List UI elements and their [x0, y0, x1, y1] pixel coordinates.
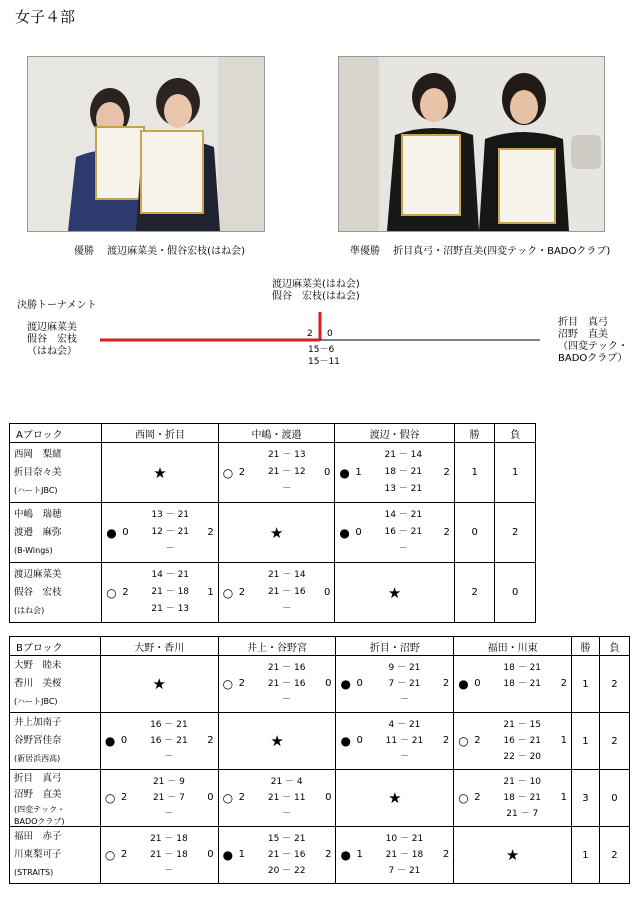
wins-count: 0 — [454, 503, 495, 563]
star-icon: ★ — [270, 732, 284, 750]
win-mark-icon: ○ — [458, 734, 469, 748]
table-row — [10, 827, 630, 884]
table-row — [10, 770, 630, 827]
win-mark-icon: ○ — [222, 791, 234, 805]
player-names — [10, 563, 102, 623]
games-won: 2 — [238, 678, 246, 689]
self-cell — [102, 443, 219, 503]
games-lost: 1 — [560, 792, 568, 803]
player-names — [10, 656, 101, 713]
loss-mark-icon: ● — [340, 848, 351, 862]
game-score: － — [282, 809, 292, 819]
champion-name-1: 渡辺麻菜美(はね会) — [272, 279, 360, 290]
match-cell — [218, 827, 336, 884]
column-header: 負 — [599, 637, 629, 656]
games-lost: 0 — [207, 792, 214, 803]
game-score: 18 － 21 — [503, 793, 542, 803]
game-score: － — [164, 866, 174, 876]
games-lost: 2 — [443, 466, 450, 478]
wins-count: 1 — [572, 713, 600, 770]
column-header: 渡辺・假谷 — [335, 424, 455, 443]
player-name: 折目奈々美 — [14, 466, 62, 478]
game-score: － — [165, 544, 175, 554]
game-score: 9 － 21 — [388, 663, 421, 673]
self-cell — [218, 503, 335, 563]
column-header: 西岡・折目 — [102, 424, 219, 443]
match-cell — [102, 503, 219, 563]
match-cell — [218, 770, 336, 827]
club-name: (STRAITS) — [14, 868, 54, 877]
wins-count: 2 — [454, 563, 495, 623]
wins-count: 1 — [454, 443, 495, 503]
table-row — [10, 656, 630, 713]
loss-mark-icon: ● — [106, 525, 117, 540]
match-cell — [100, 770, 218, 827]
final-score-left: 2 — [307, 329, 313, 339]
game-score: 21 － 11 — [267, 793, 306, 803]
win-mark-icon: ○ — [104, 791, 116, 805]
game-score: 4 － 21 — [388, 720, 421, 730]
games-won: 1 — [355, 466, 362, 478]
game-score: 18 － 21 — [503, 679, 542, 689]
win-mark-icon: ○ — [222, 465, 234, 480]
games-lost: 2 — [443, 526, 450, 538]
game-score: 21 － 18 — [150, 834, 188, 844]
match-cell — [336, 656, 454, 713]
games-won: 2 — [120, 849, 128, 860]
star-icon: ★ — [153, 463, 167, 482]
block-b-table — [9, 636, 630, 884]
runnerup-photo — [338, 56, 605, 232]
table-row — [10, 443, 536, 503]
star-icon: ★ — [152, 675, 166, 693]
game-score: 21 － 15 — [503, 720, 542, 730]
winner-photo — [27, 56, 265, 232]
game-score: 16 － 21 — [150, 720, 188, 730]
final-right-name-2: 沼野 直美 — [558, 329, 608, 340]
games-lost: 2 — [207, 526, 214, 538]
wins-count: 3 — [572, 770, 600, 827]
game-score: 21 － 9 — [152, 777, 185, 787]
final-game-1: 15－6 — [308, 345, 335, 355]
games-won: 2 — [238, 586, 246, 598]
games-lost: 1 — [560, 735, 568, 746]
game-score: 15 － 21 — [267, 834, 306, 844]
game-score: 21 － 4 — [270, 777, 303, 787]
club-name: (ハートJBC) — [14, 697, 58, 706]
game-score: 21 － 18 — [150, 850, 188, 860]
match-cell — [100, 827, 218, 884]
column-header: 負 — [495, 424, 536, 443]
column-header: 大野・香川 — [100, 637, 218, 656]
game-score: 13 － 21 — [384, 484, 423, 494]
match-cell — [218, 656, 336, 713]
player-name: 渡邉 麻弥 — [14, 526, 62, 538]
table-row — [10, 563, 536, 623]
games-won: 2 — [474, 792, 481, 803]
games-won: 0 — [356, 678, 363, 689]
game-score: 12 － 21 — [151, 527, 190, 537]
player-name: 渡辺麻菜美 — [14, 568, 62, 580]
games-won: 0 — [355, 526, 362, 538]
column-header: 井上・谷野宮 — [218, 637, 336, 656]
final-left-name-2: 假谷 宏枝 — [27, 334, 77, 345]
club-name: (はね会) — [14, 605, 45, 615]
match-cell — [454, 770, 572, 827]
win-mark-icon: ○ — [222, 585, 234, 600]
losses-count: 0 — [599, 770, 629, 827]
self-cell — [100, 656, 218, 713]
games-lost: 2 — [442, 735, 450, 746]
game-score: 21 － 16 — [267, 850, 306, 860]
games-won: 0 — [122, 526, 129, 538]
page-title: 女子４部 — [15, 8, 76, 26]
final-left-name-1: 渡辺麻菜美 — [27, 322, 77, 333]
games-lost: 2 — [560, 678, 568, 689]
self-cell — [336, 770, 454, 827]
game-score: 16 － 21 — [384, 527, 423, 537]
games-lost: 2 — [442, 849, 450, 860]
header-row — [10, 424, 536, 443]
games-lost: 0 — [323, 586, 331, 598]
game-score: 18 － 21 — [503, 663, 542, 673]
column-header: 勝 — [454, 424, 495, 443]
player-names — [10, 713, 101, 770]
final-right-club-1: （四変テック・ — [558, 341, 628, 352]
game-score: 11 － 21 — [385, 736, 424, 746]
game-score: 10 － 21 — [385, 834, 424, 844]
player-names — [10, 827, 101, 884]
wins-count: 1 — [572, 827, 600, 884]
game-score: － — [164, 809, 174, 819]
game-score: 21 － 12 — [267, 467, 306, 477]
match-cell — [335, 443, 455, 503]
club-name: BADOクラブ) — [14, 816, 65, 826]
games-lost: 0 — [323, 466, 331, 478]
block-label: Aブロック — [10, 424, 102, 443]
game-score: － — [399, 752, 409, 762]
wins-count: 1 — [572, 656, 600, 713]
table-row — [10, 503, 536, 563]
win-mark-icon: ○ — [458, 791, 469, 805]
player-name: 香川 美桜 — [14, 678, 62, 689]
loss-mark-icon: ● — [104, 734, 116, 748]
game-score: 21 － 16 — [267, 663, 306, 673]
game-score: － — [282, 604, 292, 614]
loss-mark-icon: ● — [339, 525, 350, 540]
game-score: － — [282, 695, 292, 705]
game-score: 7 － 21 — [388, 679, 421, 689]
games-lost: 1 — [207, 586, 214, 598]
club-name: (B-Wings) — [14, 545, 53, 555]
game-score: 13 － 21 — [151, 510, 190, 520]
block-label: Bブロック — [10, 637, 101, 656]
club-name: (四変テック・ — [14, 804, 66, 814]
match-cell — [218, 563, 335, 623]
player-name: 谷野宮佳奈 — [14, 735, 62, 746]
games-won: 2 — [238, 466, 246, 478]
games-won: 0 — [120, 735, 128, 746]
final-right-club-2: BADOクラブ） — [558, 353, 628, 364]
final-score-right: 0 — [327, 329, 333, 339]
game-score: 21 － 10 — [503, 777, 542, 787]
player-name: 中嶋 瑞穂 — [14, 508, 62, 520]
player-name: 大野 睦未 — [14, 660, 62, 671]
games-lost: 2 — [325, 849, 332, 860]
game-score: 21 － 18 — [385, 850, 424, 860]
loss-mark-icon: ● — [222, 848, 234, 862]
games-lost: 2 — [442, 678, 450, 689]
game-score: 21 － 14 — [267, 570, 306, 580]
games-won: 2 — [238, 792, 246, 803]
losses-count: 1 — [495, 443, 536, 503]
game-score: 21 － 16 — [267, 679, 306, 689]
champion-name-2: 假谷 宏枝(はね会) — [272, 291, 360, 302]
games-won: 2 — [120, 792, 128, 803]
match-cell — [218, 443, 335, 503]
player-name: 假谷 宏枝 — [14, 586, 62, 598]
game-score: － — [399, 695, 409, 705]
games-won: 0 — [356, 735, 363, 746]
loss-mark-icon: ● — [458, 677, 469, 691]
games-lost: 0 — [207, 849, 214, 860]
match-cell — [454, 656, 572, 713]
final-left-club: （はね会） — [27, 346, 77, 357]
star-icon: ★ — [388, 789, 402, 807]
player-names — [10, 770, 101, 827]
player-name: 福田 赤子 — [14, 831, 62, 842]
column-header: 折目・沼野 — [336, 637, 454, 656]
losses-count: 2 — [599, 713, 629, 770]
self-cell — [335, 563, 455, 623]
game-score: 21 － 13 — [267, 450, 306, 460]
self-cell — [454, 827, 572, 884]
club-name: (ハートJBC) — [14, 485, 58, 495]
final-game-2: 15－11 — [308, 357, 340, 367]
star-icon: ★ — [505, 846, 520, 864]
game-score: 21 － 7 — [152, 793, 185, 803]
game-score: 21 － 16 — [267, 587, 306, 597]
game-score: 21 － 13 — [151, 604, 190, 614]
star-icon: ★ — [269, 523, 284, 542]
loss-mark-icon: ● — [339, 465, 350, 480]
win-mark-icon: ○ — [106, 585, 117, 600]
match-cell — [336, 713, 454, 770]
player-name: 西岡 梨緒 — [14, 448, 62, 460]
player-name: 折目 真弓 — [14, 772, 62, 784]
winner-caption: 優勝 渡辺麻菜美・假谷宏枝(はね会) — [74, 246, 245, 257]
header-row — [10, 637, 630, 656]
player-names — [10, 443, 102, 503]
game-score: 16 － 21 — [150, 736, 188, 746]
game-score: － — [282, 484, 292, 494]
block-a-table — [9, 423, 536, 623]
losses-count: 0 — [495, 563, 536, 623]
game-score: 14 － 21 — [384, 510, 423, 520]
club-name: (新居浜西高) — [14, 754, 61, 763]
player-name: 井上加南子 — [14, 717, 62, 728]
games-won: 2 — [122, 586, 129, 598]
self-cell — [218, 713, 336, 770]
runnerup-photo-illustration — [339, 57, 604, 231]
game-score: 14 － 21 — [151, 570, 190, 580]
column-header: 中嶋・渡邉 — [218, 424, 335, 443]
column-header: 福田・川東 — [454, 637, 572, 656]
losses-count: 2 — [599, 656, 629, 713]
match-cell — [336, 827, 454, 884]
game-score: 21 － 7 — [506, 809, 539, 819]
game-score: 7 － 21 — [388, 866, 421, 876]
game-score: 18 － 21 — [384, 467, 423, 477]
game-score: 20 － 22 — [267, 866, 306, 876]
game-score: － — [164, 752, 174, 762]
game-score: 16 － 21 — [503, 736, 542, 746]
match-cell — [100, 713, 218, 770]
game-score: － — [398, 544, 408, 554]
games-won: 1 — [238, 849, 246, 860]
player-name: 沼野 直美 — [14, 788, 62, 800]
games-won: 1 — [356, 849, 363, 860]
games-lost: 0 — [325, 792, 332, 803]
games-lost: 0 — [325, 678, 332, 689]
star-icon: ★ — [387, 583, 402, 602]
match-cell — [335, 503, 455, 563]
loss-mark-icon: ● — [340, 734, 351, 748]
runnerup-caption: 準優勝 折目真弓・沼野直美(四変テック・BADOクラブ) — [350, 246, 611, 257]
match-cell — [102, 563, 219, 623]
losses-count: 2 — [495, 503, 536, 563]
table-row — [10, 713, 630, 770]
win-mark-icon: ○ — [104, 848, 116, 862]
games-lost: 2 — [207, 735, 214, 746]
games-won: 0 — [474, 678, 481, 689]
game-score: 21 － 14 — [384, 450, 423, 460]
game-score: 21 － 18 — [151, 587, 190, 597]
games-won: 2 — [474, 735, 481, 746]
win-mark-icon: ○ — [222, 677, 234, 691]
winner-photo-illustration — [28, 57, 264, 231]
loss-mark-icon: ● — [340, 677, 351, 691]
player-name: 川東梨可子 — [14, 849, 62, 860]
match-cell — [454, 713, 572, 770]
final-tournament-label: 決勝トーナメント — [17, 300, 97, 311]
player-names — [10, 503, 102, 563]
column-header: 勝 — [572, 637, 600, 656]
game-score: 22 － 20 — [503, 752, 542, 762]
losses-count: 2 — [599, 827, 629, 884]
final-right-name-1: 折目 真弓 — [558, 317, 608, 328]
